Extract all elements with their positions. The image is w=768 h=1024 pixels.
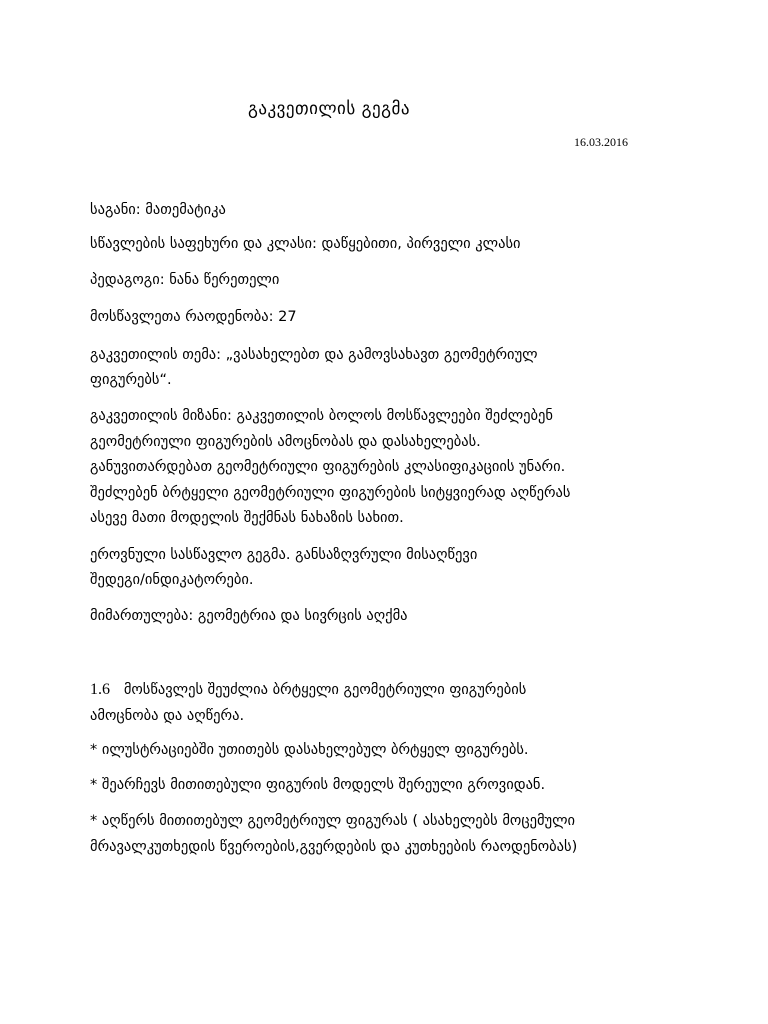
topic-line-1: გაკვეთილის თემა: „ვასახელებთ და გამოვსახავთ გეომეტრიულ <box>90 347 538 363</box>
bullet-3-line-2: მრავალკუთხედის წვეროების,გვერდების და კუთხეების რაოდენობას) <box>90 839 578 855</box>
bullet-2: * შეარჩევს მითითებული ფიგურის მოდელს შერეული გროვიდან. <box>90 777 546 793</box>
goal-line-1: გაკვეთილის მიზანი: გაკვეთილის ბოლოს მოსწავლეები შეძლებენ <box>90 408 553 424</box>
grade-line: სწავლების საფეხური და კლასი: დაწყებითი, პირველი კლასი <box>90 236 521 252</box>
bullet-3-line-1: * აღწერს მითითებულ გეომეტრიულ ფიგურას ( ასახელებს მოცემული <box>90 813 576 829</box>
topic-line-2: ფიგურებს“. <box>90 372 172 388</box>
item-line-2: ამოცნობა და აღწერა. <box>90 708 245 724</box>
curriculum-line-2: შედეგი/ინდიკატორები. <box>90 572 254 588</box>
teacher-line: პედაგოგი: ნანა წერეთელი <box>90 272 280 288</box>
document-date: 16.03.2016 <box>574 135 628 149</box>
goal-line-4: შეძლებენ ბრტყელი გეომეტრიული ფიგურების სიტყვიერად აღწერას <box>90 485 571 501</box>
document-title: გაკვეთილის გეგმა <box>248 99 411 119</box>
goal-line-2: გეომეტრიული ფიგურების ამოცნობას და დასახელებას. <box>90 434 481 450</box>
goal-line-3: განუვითარდებათ გეომეტრიული ფიგურების კლასიფიკაციის უნარი. <box>90 459 566 475</box>
curriculum-line-1: ეროვნული სასწავლო გეგმა. განსაზღვრული მისაღწევი <box>90 547 478 563</box>
direction-line: მიმართულება: გეომეტრია და სივრცის აღქმა <box>90 608 408 624</box>
goal-line-5: ასევე მათი მოდელის შექმნას ნახაზის სახით. <box>90 510 404 526</box>
item-text-1: მოსწავლეს შეუძლია ბრტყელი გეომეტრიული ფიგურების <box>123 682 527 698</box>
subject-line: საგანი: მათემატიკა <box>90 202 226 218</box>
student-count-line: მოსწავლეთა რაოდენობა: 27 <box>90 309 297 325</box>
item-line-1 <box>90 680 526 700</box>
item-number: 1.6 <box>90 681 110 698</box>
bullet-1: * ილუსტრაციებში უთითებს დასახელებულ ბრტყელ ფიგურებს. <box>90 742 529 758</box>
